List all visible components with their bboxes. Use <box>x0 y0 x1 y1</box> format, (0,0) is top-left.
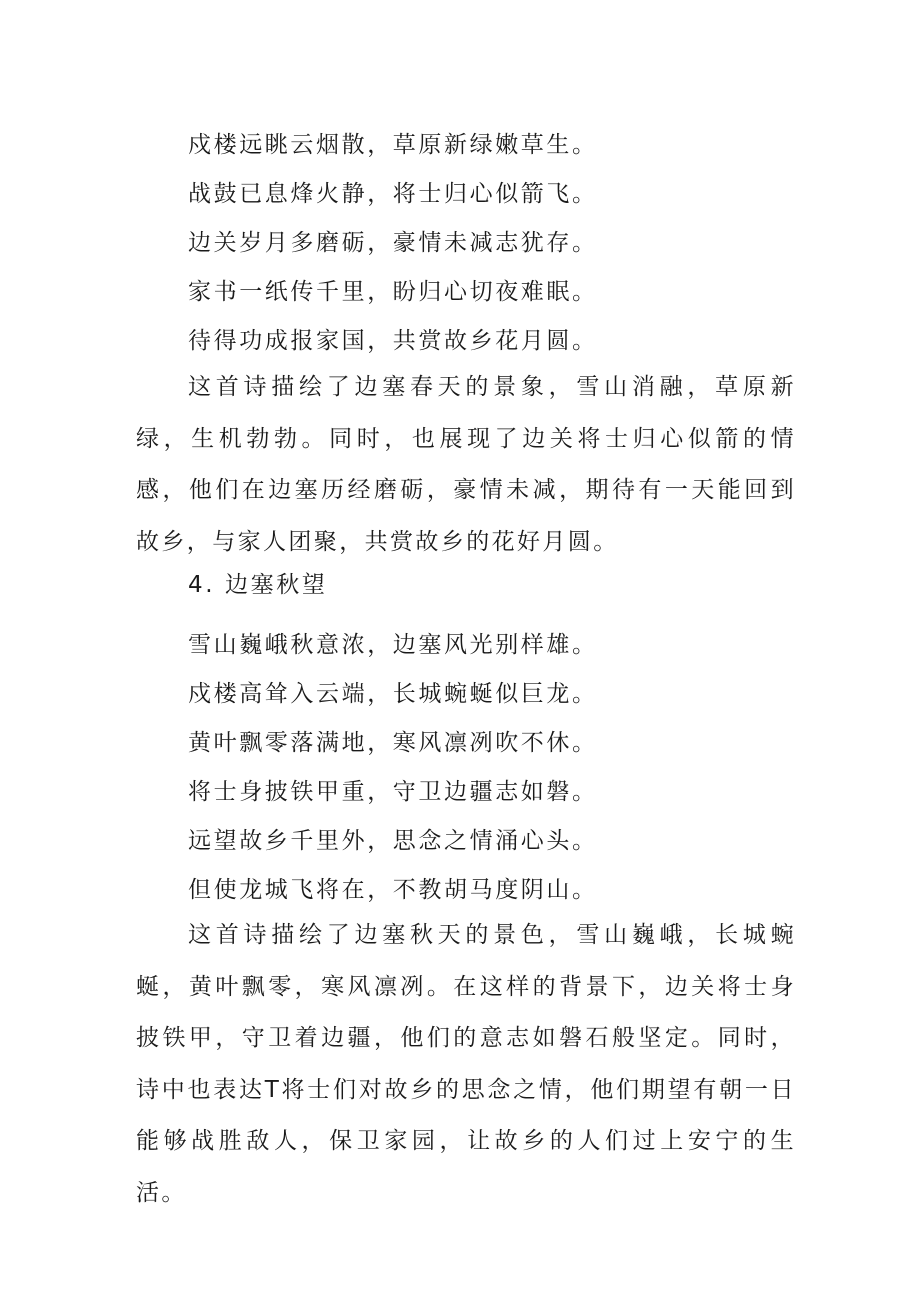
poem4-commentary: 这首诗描绘了边塞秋天的景色，雪山巍峨，长城蜿蜒，黄叶飘零，寒风凛冽。在这样的背景下，边关将士身披铁甲，守卫着边疆，他们的意志如磐石般坚定。同时，诗中也表达T将士们对故乡的思念之情，他们期望有朝一日能够战胜敌人，保卫家园，让故乡的人们过上安宁的生活。 <box>136 922 796 1206</box>
poem4-line-3: 黄叶飘零落满地，寒风凛冽吹不休。 <box>188 730 598 756</box>
poem3-line-2: 战鼓已息烽火静，将士归心似箭飞。 <box>188 181 598 207</box>
poem4-line-5: 远望故乡千里外，思念之情涌心头。 <box>188 828 598 854</box>
poem4-line-2: 戍楼高耸入云端，长城蜿蜒似巨龙。 <box>188 681 598 707</box>
poem3-line-3: 边关岁月多磨砺，豪情未减志犹存。 <box>188 230 598 256</box>
poem4-line-4: 将士身披铁甲重，守卫边疆志如磐。 <box>188 779 598 805</box>
poem4-line-6: 但使龙城飞将在，不教胡马度阴山。 <box>188 877 598 903</box>
poem3-commentary: 这首诗描绘了边塞春天的景象，雪山消融，草原新绿，生机勃勃。同时，也展现了边关将士归心似箭的情感，他们在边塞历经磨砺，豪情未减，期待有一天能回到故乡，与家人团聚，共赏故乡的花好月圆。 <box>136 374 796 555</box>
poem3-line-1: 戍楼远眺云烟散，草原新绿嫩草生。 <box>188 132 598 158</box>
section-heading: 4. 边塞秋望 <box>188 572 328 598</box>
poem3-line-4: 家书一纸传千里，盼归心切夜难眠。 <box>188 279 598 305</box>
poem3-line-5: 待得功成报家国，共赏故乡花月圆。 <box>188 328 598 354</box>
poem4-line-1: 雪山巍峨秋意浓，边塞风光别样雄。 <box>188 632 598 658</box>
